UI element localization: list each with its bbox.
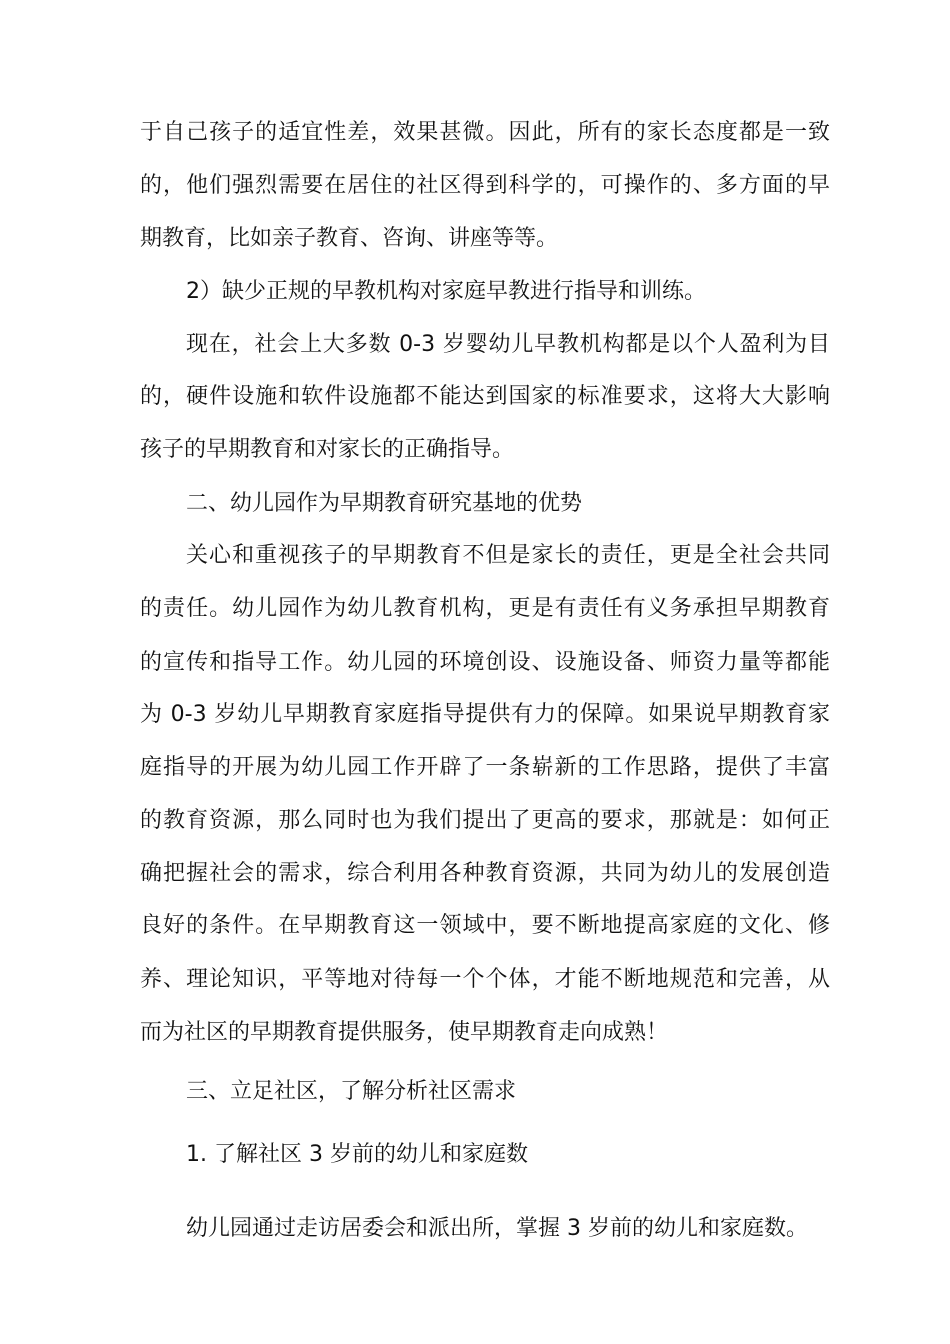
text-line: 的责任。幼儿园作为幼儿教育机构，更是有责任有义务承担早期教育: [140, 596, 830, 621]
text-line: 庭指导的开展为幼儿园工作开辟了一条崭新的工作思路，提供了丰富: [140, 755, 830, 780]
text-line: 为 0-3 岁幼儿早期教育家庭指导提供有力的保障。如果说早期教育家: [140, 702, 830, 727]
text-line: 养、理论知识，平等地对待每一个个体，才能不断地规范和完善，从: [140, 967, 830, 992]
text-line: 幼儿园通过走访居委会和派出所，掌握 3 岁前的幼儿和家庭数。: [186, 1216, 808, 1241]
text-line: 确把握社会的需求，综合利用各种教育资源，共同为幼儿的发展创造: [140, 861, 830, 886]
text-line: 的教育资源，那么同时也为我们提出了更高的要求，那就是：如何正: [140, 808, 830, 833]
text-line: 期教育，比如亲子教育、咨询、讲座等等。: [140, 226, 559, 251]
numbered-item-heading: 2）缺少正规的早教机构对家庭早教进行指导和训练。: [186, 279, 706, 304]
text-line: 的宣传和指导工作。幼儿园的环境创设、设施设备、师资力量等都能: [140, 650, 830, 675]
numbered-item-heading: 1. 了解社区 3 岁前的幼儿和家庭数: [186, 1142, 528, 1167]
section-heading: 三、立足社区，了解分析社区需求: [186, 1079, 517, 1104]
text-line: 于自己孩子的适宜性差，效果甚微。因此，所有的家长态度都是一致: [140, 120, 830, 145]
text-line: 孩子的早期教育和对家长的正确指导。: [140, 437, 515, 462]
text-line: 良好的条件。在早期教育这一领域中，要不断地提高家庭的文化、修: [140, 913, 830, 938]
text-line: 现在，社会上大多数 0-3 岁婴幼儿早教机构都是以个人盈利为目: [186, 332, 830, 357]
text-line: 而为社区的早期教育提供服务，使早期教育走向成熟！: [140, 1020, 669, 1045]
text-line: 的，他们强烈需要在居住的社区得到科学的，可操作的、多方面的早: [140, 173, 830, 198]
text-line: 关心和重视孩子的早期教育不但是家长的责任，更是全社会共同: [186, 543, 830, 568]
text-line: 的，硬件设施和软件设施都不能达到国家的标准要求，这将大大影响: [140, 384, 830, 409]
section-heading: 二、幼儿园作为早期教育研究基地的优势: [186, 491, 583, 516]
